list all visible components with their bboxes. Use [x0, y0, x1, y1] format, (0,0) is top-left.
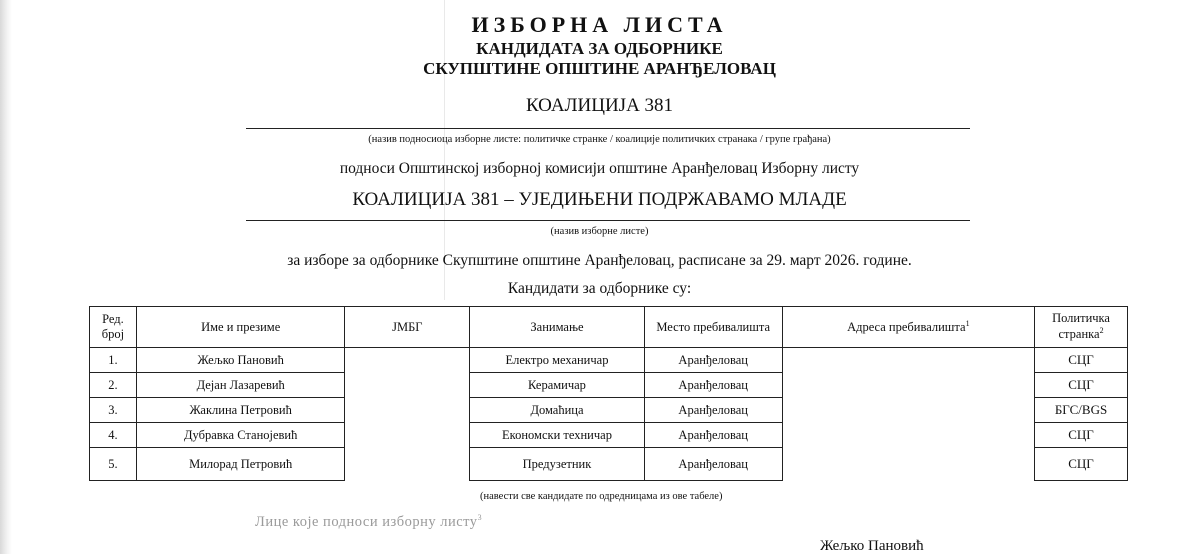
presenter-name: Жељко Пановић: [820, 538, 924, 554]
header-number-line2: број: [101, 327, 125, 341]
candidates-table: [89, 306, 1128, 481]
header-number-line1: Ред.: [102, 312, 124, 326]
table-row: [90, 448, 1128, 481]
row-occupation: Економски техничар: [470, 423, 645, 448]
row-place: Аранђеловац: [644, 348, 782, 373]
list-name-note: (назив изборне листе): [550, 226, 649, 237]
header-address-footnote: 1: [965, 318, 970, 328]
document-subtitle: КАНДИДАТА ЗА ОДБОРНИКЕ: [476, 39, 723, 58]
submitter-name: КОАЛИЦИЈА 381: [525, 95, 674, 116]
table-row: [90, 423, 1128, 448]
header-place: Место пребивалишта: [644, 307, 782, 348]
row-occupation: Домаћица: [470, 398, 645, 423]
row-occupation: Предузетник: [470, 448, 645, 481]
document-subtitle-municipality: СКУПШТИНЕ ОПШТИНЕ АРАНЂЕЛОВАЦ: [423, 59, 776, 78]
row-number: 4.: [90, 423, 137, 448]
row-name: Жељко Пановић: [136, 348, 345, 373]
candidates-heading: Кандидати за одборнике су:: [507, 280, 692, 297]
list-name-underline: [246, 220, 970, 221]
submitter-underline: [246, 128, 970, 129]
document-title: ИЗБОРНА ЛИСТА: [471, 12, 728, 37]
row-occupation: Керамичар: [470, 373, 645, 398]
row-place: Аранђеловац: [644, 423, 782, 448]
submits-text: подноси Општинској изборној комисији општине Аранђеловац Изборну листу: [339, 160, 860, 177]
table-row: [90, 348, 1128, 373]
table-row: [90, 398, 1128, 423]
header-party: [1035, 307, 1128, 348]
header-name: Име и презиме: [136, 307, 345, 348]
header-party-line1: Политичка: [1052, 311, 1110, 326]
presenter-label: [255, 513, 482, 531]
row-name: Жаклина Петровић: [136, 398, 345, 423]
header-jmbg: ЈМБГ: [345, 307, 470, 348]
election-text: за изборе за одборнике Скупштине општине Аранђеловац, расписане за 29. март 2026. године.: [287, 252, 912, 269]
row-jmbg-redacted: [345, 398, 470, 423]
header-address: [782, 307, 1034, 348]
row-number: 2.: [90, 373, 137, 398]
submitter-note: (назив подносиоца изборне листе: политичке странке / коалиције политичких странака / групе грађана): [368, 134, 831, 145]
row-party: СЦГ: [1035, 448, 1128, 481]
row-name: Дубравка Станојевић: [136, 423, 345, 448]
row-number: 3.: [90, 398, 137, 423]
scan-edge-shadow: [0, 0, 12, 554]
header-party-footnote: 2: [1099, 326, 1104, 336]
row-address-redacted: [782, 348, 1034, 373]
row-address-redacted: [782, 448, 1034, 481]
table-row: [90, 373, 1128, 398]
presenter-label-text: Лице које подноси изборну листу: [255, 513, 478, 530]
row-occupation: Електро механичар: [470, 348, 645, 373]
row-name: Милорад Петровић: [136, 448, 345, 481]
row-place: Аранђеловац: [644, 398, 782, 423]
row-party: БГС/BGS: [1035, 398, 1128, 423]
table-header-row: [90, 307, 1128, 348]
row-party: СЦГ: [1035, 373, 1128, 398]
row-address-redacted: [782, 423, 1034, 448]
row-name: Дејан Лазаревић: [136, 373, 345, 398]
row-number: 1.: [90, 348, 137, 373]
row-place: Аранђеловац: [644, 373, 782, 398]
row-jmbg-redacted: [345, 373, 470, 398]
row-jmbg-redacted: [345, 348, 470, 373]
row-place: Аранђеловац: [644, 448, 782, 481]
header-occupation: Занимање: [470, 307, 645, 348]
row-number: 5.: [90, 448, 137, 481]
row-address-redacted: [782, 373, 1034, 398]
header-number: [90, 307, 137, 348]
table-note: (навести све кандидате по одредницама из ове табеле): [480, 491, 723, 502]
row-address-redacted: [782, 398, 1034, 423]
row-party: СЦГ: [1035, 348, 1128, 373]
header-party-line2: странка: [1058, 327, 1100, 342]
row-party: СЦГ: [1035, 423, 1128, 448]
header-address-label: Адреса пребивалишта: [847, 320, 966, 335]
presenter-footnote: 3: [477, 513, 483, 522]
row-jmbg-redacted: [345, 423, 470, 448]
row-jmbg-redacted: [345, 448, 470, 481]
list-name: КОАЛИЦИЈА 381 – УЈЕДИЊЕНИ ПОДРЖАВАМО МЛАДЕ: [352, 189, 847, 210]
